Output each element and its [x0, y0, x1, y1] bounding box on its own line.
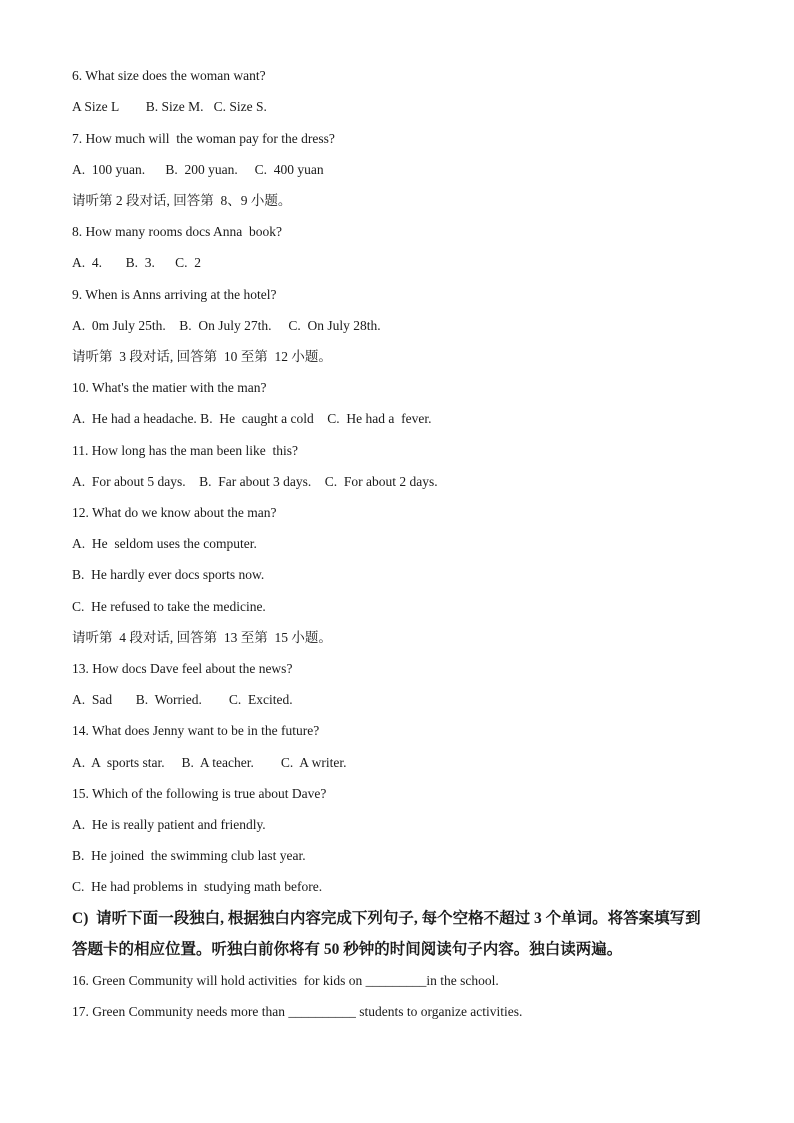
options-11: A. For about 5 days. B. Far about 3 days. C. For about 2 days. [72, 474, 438, 489]
options-8: A. 4. B. 3. C. 2 [72, 255, 202, 270]
question-9: 9. When is Anns arriving at the hotel? [72, 287, 277, 302]
option-12a: A. He seldom uses the computer. [72, 536, 257, 551]
section-c-heading: C) 请听下面一段独白, 根据独白内容完成下列句子, 每个空格不超过 3 个单词。将答案填写到 [72, 910, 701, 927]
section-instruction-4: 请听第 4 段对话, 回答第 13 至第 15 小题。 [72, 630, 332, 645]
question-12: 12. What do we know about the man? [72, 505, 277, 520]
option-12b: B. He hardly ever docs sports now. [72, 567, 265, 582]
option-15c: C. He had problems in studying math before. [72, 879, 323, 894]
options-13: A. Sad B. Worried. C. Excited. [72, 692, 293, 707]
options-6: A Size L B. Size M. C. Size S. [72, 99, 267, 114]
question-13: 13. How docs Dave feel about the news? [72, 661, 293, 676]
section-instruction-2: 请听第 2 段对话, 回答第 8、9 小题。 [72, 193, 292, 208]
options-10: A. He had a headache. B. He caught a cold C. He had a fever. [72, 411, 432, 426]
question-15: 15. Which of the following is true about Dave? [72, 786, 327, 801]
option-15b: B. He joined the swimming club last year. [72, 848, 306, 863]
option-15a: A. He is really patient and friendly. [72, 817, 266, 832]
section-c-heading-cont: 答题卡的相应位置。听独白前你将有 50 秒钟的时间阅读句子内容。独白读两遍。 [72, 941, 623, 958]
section-instruction-3: 请听第 3 段对话, 回答第 10 至第 12 小题。 [72, 349, 332, 364]
question-14: 14. What does Jenny want to be in the future? [72, 723, 320, 738]
question-7: 7. How much will the woman pay for the dress? [72, 131, 335, 146]
question-10: 10. What's the matier with the man? [72, 380, 267, 395]
option-12c: C. He refused to take the medicine. [72, 599, 266, 614]
options-14: A. A sports star. B. A teacher. C. A writer. [72, 755, 347, 770]
options-7: A. 100 yuan. B. 200 yuan. C. 400 yuan [72, 162, 324, 177]
question-6: 6. What size does the woman want? [72, 68, 266, 83]
fill-blank-17: 17. Green Community needs more than __________ students to organize activities. [72, 1004, 523, 1019]
question-11: 11. How long has the man been like this? [72, 443, 298, 458]
fill-blank-16: 16. Green Community will hold activities for kids on _________in the school. [72, 973, 499, 988]
options-9: A. 0m July 25th. B. On July 27th. C. On July 28th. [72, 318, 381, 333]
question-8: 8. How many rooms docs Anna book? [72, 224, 282, 239]
